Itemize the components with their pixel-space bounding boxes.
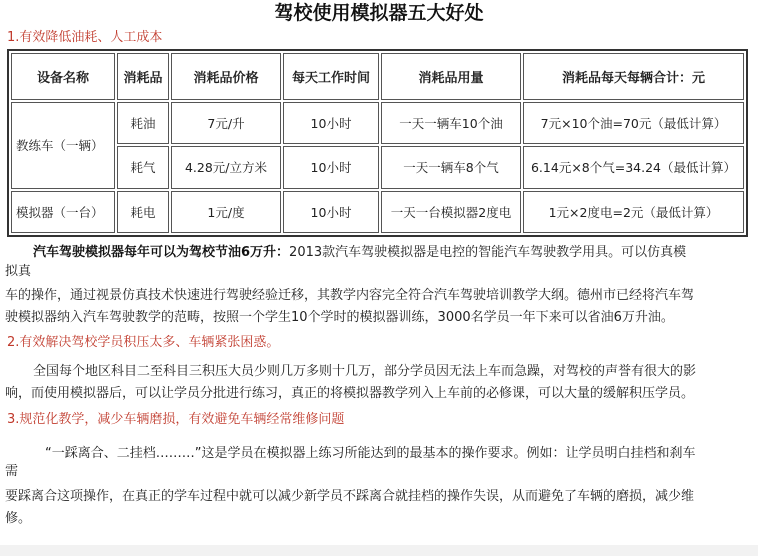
table-cell: 耗气 (117, 146, 169, 188)
header-price: 消耗品价格 (171, 53, 281, 100)
paragraph-1-line-2: 拟真 (5, 264, 32, 279)
table-cell: 一天一台模拟器2度电 (381, 191, 521, 233)
header-daily-total: 消耗品每天每辆合计：元 (523, 53, 744, 100)
paragraph-1-text: 2013款汽车驾驶模拟器是电控的智能汽车驾驶教学用具。可以仿真模 (289, 245, 687, 260)
section-heading-1: 1.有效降低油耗、人工成本 (7, 30, 163, 45)
table-cell: 一天一辆车8个气 (381, 146, 521, 188)
paragraph-3-line-4: 修。 (5, 511, 32, 526)
table-cell: 1元/度 (171, 191, 281, 233)
paragraph-2-line-2: 响，而使用模拟器后，可以让学员分批进行练习，真正的将模拟器教学列入上车前的必修课，可以大量的缓解积压学员。 (5, 386, 695, 401)
table-cell: 10小时 (283, 191, 379, 233)
table-cell: 7元×10个油=70元（最低计算） (523, 102, 744, 144)
paragraph-1-line-3: 车的操作，通过视景仿真技术快速进行驾驶经验迁移，其教学内容完全符合汽车驾驶培训教学大纲。德州市已经将汽车驾 (5, 288, 695, 303)
table-cell: 10小时 (283, 102, 379, 144)
header-consumable: 消耗品 (117, 53, 169, 100)
table-row (11, 146, 744, 188)
header-daily-hours: 每天工作时间 (283, 53, 379, 100)
table-cell: 耗电 (117, 191, 169, 233)
paragraph-1-line-4: 驶模拟器纳入汽车驾驶教学的范畴，按照一个学生10个学时的模拟器训练，3000名学员一年下来可以省油6万升油。 (5, 310, 674, 325)
table-cell: 1元×2度电=2元（最低计算） (523, 191, 744, 233)
table-cell: 一天一辆车10个油 (381, 102, 521, 144)
header-usage: 消耗品用量 (381, 53, 521, 100)
paragraph-2-line-1: 全国每个地区科目二至科目三积压大员少则几万多则十几万，部分学员因无法上车而急躁，对驾校的声誉有很大的影 (33, 364, 697, 379)
table-cell: 7元/升 (171, 102, 281, 144)
table-cell: 耗油 (117, 102, 169, 144)
bottom-bar (0, 545, 758, 556)
paragraph-3-line-1: “一踩离合、二挂档………”这是学员在模拟器上练习所能达到的最基本的操作要求。例如：让学员明白挂档和刹车 (45, 446, 696, 461)
paragraph-1-line-1 (5, 242, 747, 263)
table-cell: 6.14元×8个气=34.24（最低计算） (523, 146, 744, 188)
table-row (11, 191, 744, 233)
table-cell: 4.28元/立方米 (171, 146, 281, 188)
device-cell-car: 教练车（一辆） (11, 102, 115, 189)
header-device-name: 设备名称 (11, 53, 115, 100)
section-heading-3: 3.规范化教学，减少车辆磨损，有效避免车辆经常维修问题 (7, 412, 345, 427)
section-heading-2: 2.有效解决驾校学员积压太多、车辆紧张困惑。 (7, 335, 280, 350)
paragraph-3-line-3: 要踩离合这项操作，在真正的学车过程中就可以减少新学员不踩离合就挂档的操作失误，从而避免了车辆的磨损，减少维 (5, 489, 695, 504)
paragraph-3-line-2: 需 (5, 464, 19, 479)
table-cell: 10小时 (283, 146, 379, 188)
table-row (11, 102, 744, 144)
page-title: 驾校使用模拟器五大好处 (274, 2, 484, 24)
table-header-row (11, 53, 744, 100)
cost-comparison-table (7, 49, 748, 237)
device-cell-simulator: 模拟器（一台） (11, 191, 115, 233)
paragraph-1-lead: 汽车驾驶模拟器每年可以为驾校节油6万升： (33, 245, 290, 260)
